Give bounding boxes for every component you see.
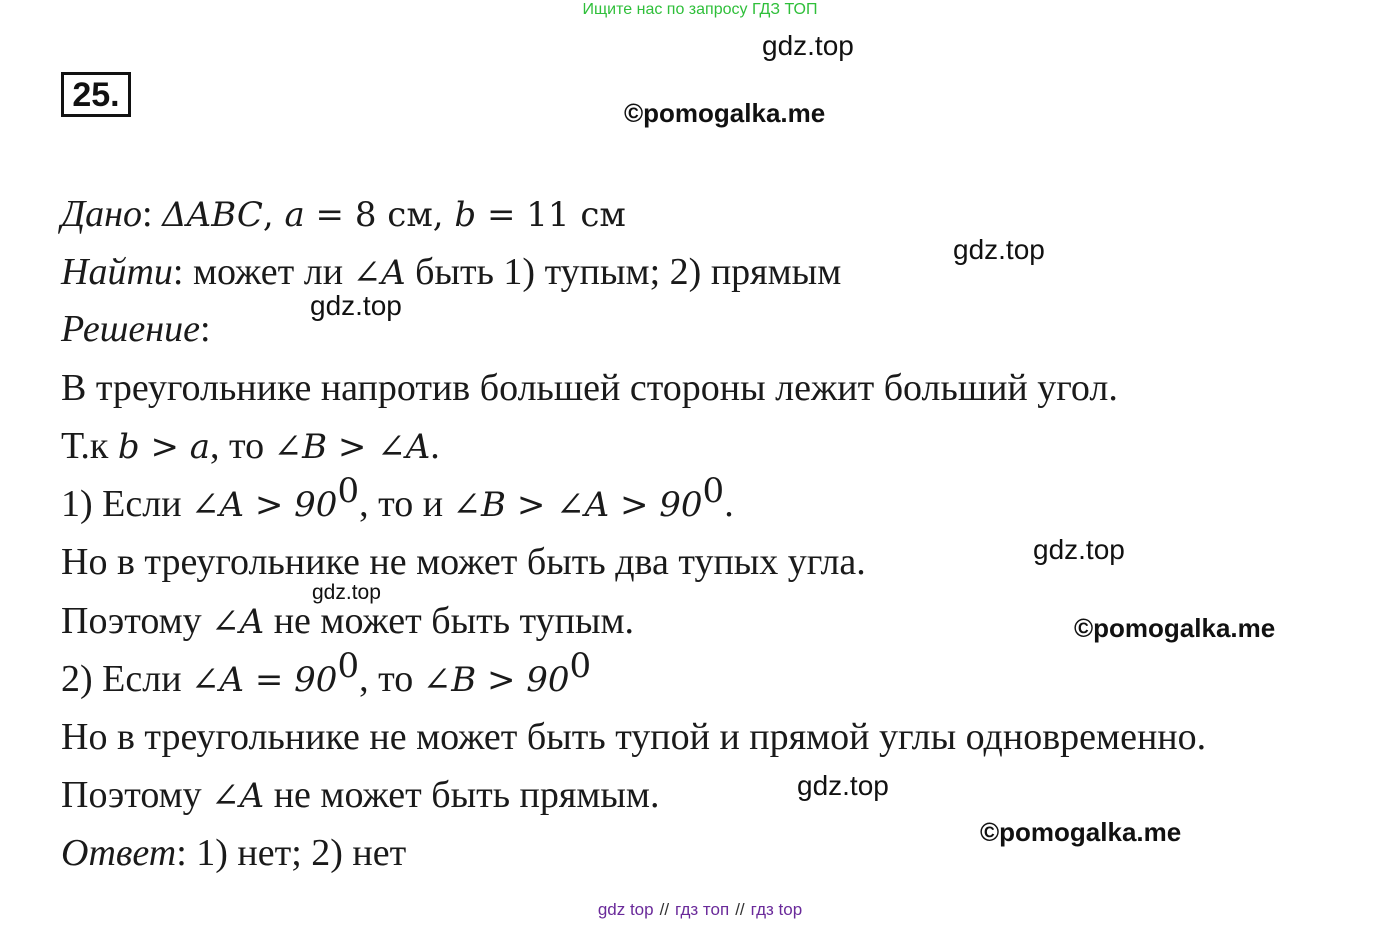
solution-line-6: 2) Если ∠A = $90^0$, то ∠B > $90^0$ [61,646,592,700]
solution-line-7: Но в треугольнике не может быть тупой и прямой углы одновременно. [61,716,1207,758]
given-label: Дано [61,193,143,235]
watermark-gdz: gdz.top [762,30,854,61]
solution-label-line: Решение: [61,308,211,350]
watermark-gdz-small: gdz.top [312,581,381,604]
solution-label: Решение [61,308,200,350]
watermark-pomogalka: ©pomogalka.me [624,98,826,128]
solution-line-8: Поэтому ∠A не может быть прямым. [61,774,660,816]
answer-line: Ответ: 1) нет; 2) нет [61,832,407,874]
solution-line-5: Поэтому ∠A не может быть тупым. [61,600,635,642]
find-label: Найти [61,251,173,293]
watermark-gdz: gdz.top [310,290,402,321]
footer-link-1[interactable]: gdz top [597,900,654,919]
footer-link-3[interactable]: гдз top [750,900,803,919]
solution-line-4: Но в треугольнике не может быть два тупых угла. [61,541,866,583]
search-banner: Ищите нас по запросу ГДЗ ТОП [582,1,818,18]
triangle-abc: ΔABC [162,195,263,235]
problem-number: 25. [61,72,131,117]
find-line: Найти: может ли ∠A быть 1) тупым; 2) прямым [61,251,842,293]
solution-line-2: Т.к b > a, то ∠B > ∠A. [61,425,440,467]
footer-link-2[interactable]: гдз топ [675,900,730,919]
solution-line-1: В треугольнике напротив большей стороны лежит больший угол. [61,367,1118,409]
answer-label: Ответ [61,832,177,874]
watermark-pomogalka: ©pomogalka.me [980,817,1182,847]
watermark-gdz: gdz.top [1033,534,1125,565]
given-line: Дано: ΔABC, a = 8 см, b = 11 см [61,193,626,235]
solution-line-3: 1) Если ∠A > $90^0$, то и ∠B > ∠A > $90^0$. [61,471,734,525]
footer-links: gdz top // гдз топ // гдз top [597,900,803,919]
watermark-gdz: gdz.top [953,234,1045,265]
watermark-pomogalka: ©pomogalka.me [1074,613,1276,643]
watermark-gdz: gdz.top [797,770,889,801]
